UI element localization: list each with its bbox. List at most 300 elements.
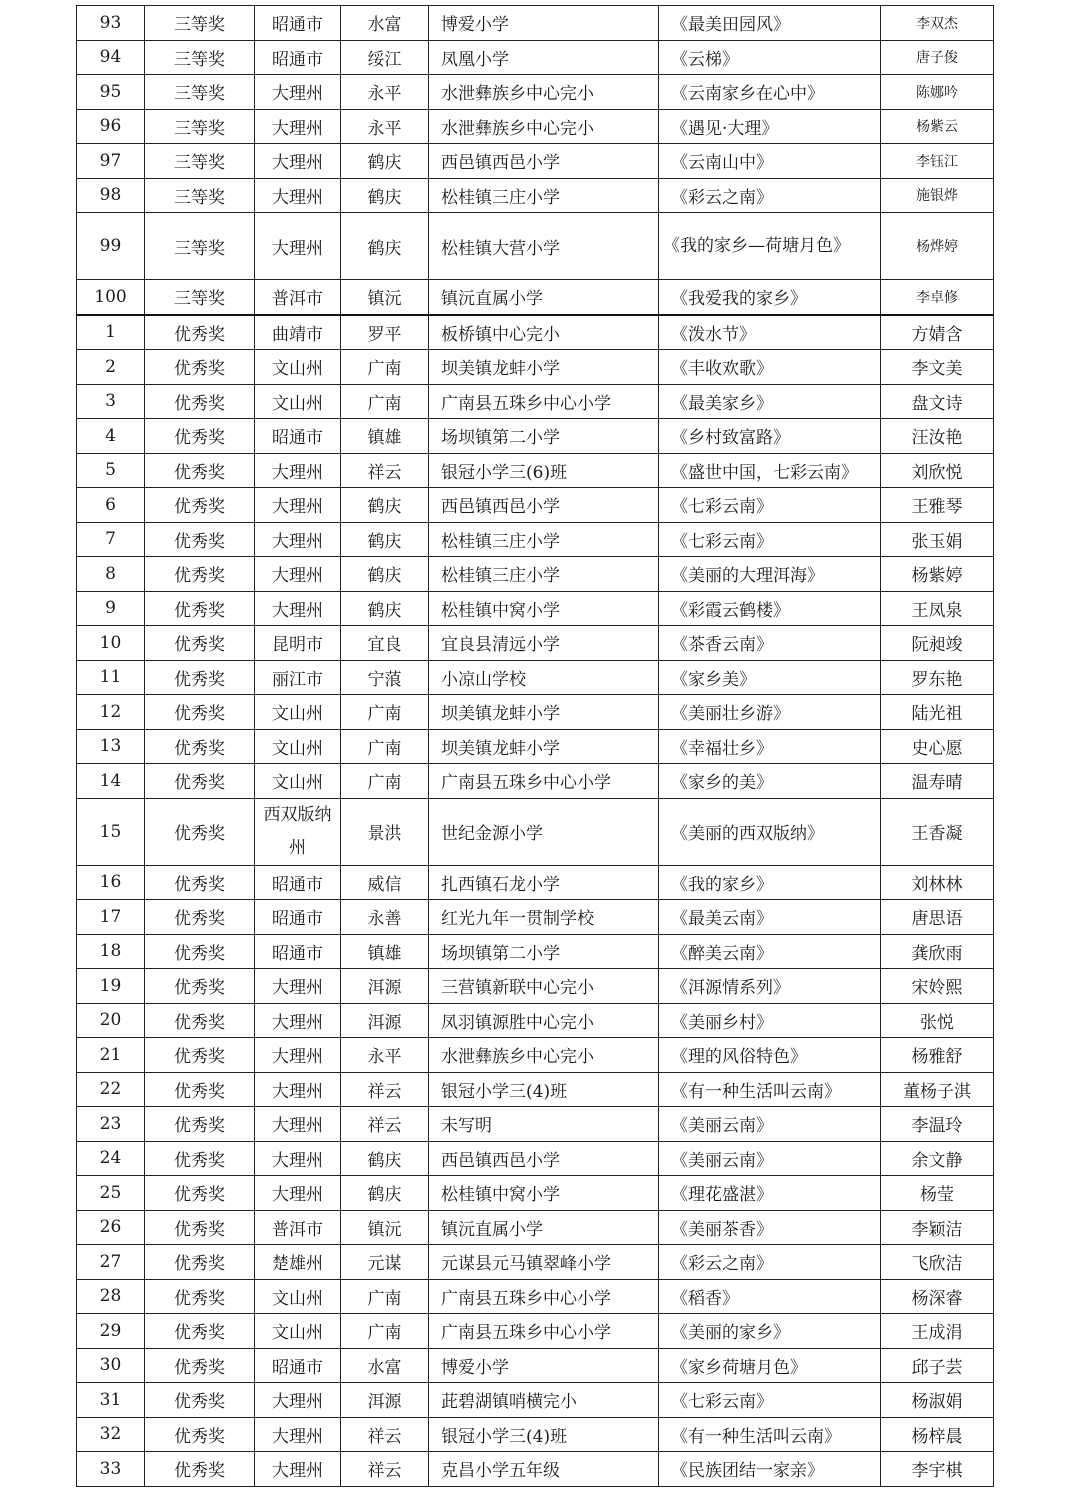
table-row [77, 626, 994, 661]
table-row [77, 1417, 994, 1452]
cell-school: 松桂镇中窝小学 [429, 1176, 659, 1211]
cell-county: 永平 [341, 75, 429, 110]
cell-row-number: 17 [77, 900, 145, 935]
table-row [77, 660, 994, 695]
cell-school: 宜良县清远小学 [429, 626, 659, 661]
cell-row-number: 31 [77, 1383, 145, 1418]
cell-row-number: 2 [77, 350, 145, 385]
cell-work-title: 《稻香》 [659, 1279, 881, 1314]
cell-work-title: 《家乡荷塘月色》 [659, 1348, 881, 1383]
cell-student-name: 李颖洁 [881, 1210, 994, 1245]
cell-work-title: 《云南家乡在心中》 [659, 75, 881, 110]
cell-row-number: 7 [77, 522, 145, 557]
cell-county: 祥云 [341, 453, 429, 488]
cell-row-number: 32 [77, 1417, 145, 1452]
cell-county: 鹤庆 [341, 591, 429, 626]
cell-student-name: 汪汝艳 [881, 419, 994, 454]
cell-work-title: 《醉美云南》 [659, 934, 881, 969]
cell-city: 文山州 [255, 1314, 341, 1349]
cell-county: 祥云 [341, 1072, 429, 1107]
cell-city: 大理州 [255, 1417, 341, 1452]
cell-row-number: 97 [77, 144, 145, 179]
cell-city: 文山州 [255, 695, 341, 730]
cell-award-level: 优秀奖 [145, 1038, 255, 1073]
cell-student-name: 史心愿 [881, 729, 994, 764]
cell-student-name: 刘欣悦 [881, 453, 994, 488]
cell-school: 世纪金源小学 [429, 798, 659, 865]
cell-city: 昆明市 [255, 626, 341, 661]
cell-award-level: 优秀奖 [145, 350, 255, 385]
cell-city: 普洱市 [255, 1210, 341, 1245]
cell-award-level: 优秀奖 [145, 384, 255, 419]
cell-student-name: 李温玲 [881, 1107, 994, 1142]
cell-city: 大理州 [255, 1038, 341, 1073]
table-row [77, 1072, 994, 1107]
table-row [77, 384, 994, 419]
cell-county: 镇沅 [341, 1210, 429, 1245]
cell-student-name: 唐思语 [881, 900, 994, 935]
cell-city: 昭通市 [255, 865, 341, 900]
cell-award-level: 优秀奖 [145, 729, 255, 764]
cell-school: 松桂镇三庄小学 [429, 557, 659, 592]
table-row [77, 1038, 994, 1073]
cell-row-number: 98 [77, 178, 145, 213]
cell-city: 大理州 [255, 109, 341, 144]
cell-student-name: 罗东艳 [881, 660, 994, 695]
cell-work-title: 《美丽壮乡游》 [659, 695, 881, 730]
cell-award-level: 三等奖 [145, 213, 255, 280]
cell-county: 永平 [341, 1038, 429, 1073]
cell-award-level: 三等奖 [145, 75, 255, 110]
cell-work-title: 《茶香云南》 [659, 626, 881, 661]
cell-work-title: 《七彩云南》 [659, 522, 881, 557]
cell-city: 大理州 [255, 969, 341, 1004]
cell-award-level: 优秀奖 [145, 1417, 255, 1452]
cell-row-number: 15 [77, 798, 145, 865]
cell-county: 镇雄 [341, 934, 429, 969]
cell-row-number: 96 [77, 109, 145, 144]
cell-county: 洱源 [341, 1003, 429, 1038]
cell-row-number: 99 [77, 213, 145, 280]
cell-county: 元谋 [341, 1245, 429, 1280]
cell-award-level: 三等奖 [145, 109, 255, 144]
cell-work-title: 《丰收欢歌》 [659, 350, 881, 385]
cell-student-name: 龚欣雨 [881, 934, 994, 969]
table-row [77, 1452, 994, 1487]
cell-school: 银冠小学三(4)班 [429, 1072, 659, 1107]
cell-county: 永善 [341, 900, 429, 935]
cell-school: 水泄彝族乡中心完小 [429, 1038, 659, 1073]
cell-county: 鹤庆 [341, 1141, 429, 1176]
cell-award-level: 优秀奖 [145, 1003, 255, 1038]
cell-school: 板桥镇中心完小 [429, 315, 659, 350]
table-row [77, 109, 994, 144]
cell-work-title: 《美丽的家乡》 [659, 1314, 881, 1349]
cell-row-number: 13 [77, 729, 145, 764]
table-row [77, 798, 994, 865]
cell-row-number: 100 [77, 280, 145, 315]
table-row [77, 419, 994, 454]
cell-work-title: 《乡村致富路》 [659, 419, 881, 454]
cell-work-title: 《七彩云南》 [659, 488, 881, 523]
table-row [77, 1107, 994, 1142]
table-row [77, 144, 994, 179]
cell-row-number: 3 [77, 384, 145, 419]
cell-student-name: 杨梓晨 [881, 1417, 994, 1452]
table-row [77, 213, 994, 280]
table-row [77, 557, 994, 592]
cell-award-level: 优秀奖 [145, 315, 255, 350]
cell-school: 坝美镇龙蚌小学 [429, 729, 659, 764]
table-row [77, 695, 994, 730]
cell-city: 普洱市 [255, 280, 341, 315]
cell-student-name: 方婧含 [881, 315, 994, 350]
cell-work-title: 《理花盛湛》 [659, 1176, 881, 1211]
table-row [77, 1383, 994, 1418]
cell-row-number: 11 [77, 660, 145, 695]
cell-student-name: 李宇棋 [881, 1452, 994, 1487]
table-row [77, 1314, 994, 1349]
table-row [77, 522, 994, 557]
cell-work-title: 《美丽云南》 [659, 1107, 881, 1142]
table-row [77, 1141, 994, 1176]
cell-city: 昭通市 [255, 934, 341, 969]
cell-work-title: 《美丽的大理洱海》 [659, 557, 881, 592]
cell-student-name: 杨雅舒 [881, 1038, 994, 1073]
cell-county: 宜良 [341, 626, 429, 661]
cell-city: 大理州 [255, 1072, 341, 1107]
cell-student-name: 杨紫云 [881, 109, 994, 144]
cell-city: 大理州 [255, 522, 341, 557]
cell-city: 大理州 [255, 1003, 341, 1038]
cell-student-name: 唐子俊 [881, 40, 994, 75]
table-row [77, 6, 994, 41]
cell-student-name: 飞欣洁 [881, 1245, 994, 1280]
cell-school: 凤凰小学 [429, 40, 659, 75]
cell-work-title: 《民族团结一家亲》 [659, 1452, 881, 1487]
cell-award-level: 优秀奖 [145, 1245, 255, 1280]
cell-work-title: 《最美云南》 [659, 900, 881, 935]
cell-row-number: 22 [77, 1072, 145, 1107]
cell-county: 鹤庆 [341, 1176, 429, 1211]
cell-county: 宁蒗 [341, 660, 429, 695]
cell-city: 大理州 [255, 557, 341, 592]
cell-school: 广南县五珠乡中心小学 [429, 1314, 659, 1349]
cell-row-number: 23 [77, 1107, 145, 1142]
cell-county: 水富 [341, 1348, 429, 1383]
table-row [77, 591, 994, 626]
cell-county: 广南 [341, 764, 429, 799]
cell-school: 西邑镇西邑小学 [429, 488, 659, 523]
table-row [77, 488, 994, 523]
cell-student-name: 杨莹 [881, 1176, 994, 1211]
cell-row-number: 94 [77, 40, 145, 75]
cell-award-level: 优秀奖 [145, 1383, 255, 1418]
cell-county: 镇沅 [341, 280, 429, 315]
cell-county: 景洪 [341, 798, 429, 865]
cell-school: 红光九年一贯制学校 [429, 900, 659, 935]
cell-city: 大理州 [255, 488, 341, 523]
cell-work-title: 《幸福壮乡》 [659, 729, 881, 764]
cell-school: 场坝镇第二小学 [429, 934, 659, 969]
cell-city: 大理州 [255, 1383, 341, 1418]
cell-school: 坝美镇龙蚌小学 [429, 695, 659, 730]
cell-school: 场坝镇第二小学 [429, 419, 659, 454]
cell-row-number: 4 [77, 419, 145, 454]
cell-student-name: 陈娜吟 [881, 75, 994, 110]
cell-school: 广南县五珠乡中心小学 [429, 1279, 659, 1314]
cell-school: 松桂镇三庄小学 [429, 522, 659, 557]
cell-work-title: 《美丽的西双版纳》 [659, 798, 881, 865]
cell-award-level: 优秀奖 [145, 453, 255, 488]
cell-county: 广南 [341, 729, 429, 764]
cell-school: 博爱小学 [429, 6, 659, 41]
cell-award-level: 优秀奖 [145, 1452, 255, 1487]
cell-school: 扎西镇石龙小学 [429, 865, 659, 900]
cell-city: 楚雄州 [255, 1245, 341, 1280]
table-row [77, 453, 994, 488]
cell-award-level: 优秀奖 [145, 934, 255, 969]
cell-county: 水富 [341, 6, 429, 41]
cell-city: 昭通市 [255, 419, 341, 454]
cell-award-level: 优秀奖 [145, 1210, 255, 1245]
cell-row-number: 93 [77, 6, 145, 41]
cell-county: 罗平 [341, 315, 429, 350]
cell-student-name: 董杨子淇 [881, 1072, 994, 1107]
table-row [77, 729, 994, 764]
cell-student-name: 盘文诗 [881, 384, 994, 419]
cell-student-name: 李双杰 [881, 6, 994, 41]
table-row [77, 280, 994, 315]
cell-award-level: 优秀奖 [145, 1176, 255, 1211]
cell-school: 镇沅直属小学 [429, 280, 659, 315]
cell-student-name: 邱子芸 [881, 1348, 994, 1383]
cell-work-title: 《洱源情系列》 [659, 969, 881, 1004]
cell-city: 文山州 [255, 384, 341, 419]
table-row [77, 1176, 994, 1211]
cell-county: 洱源 [341, 969, 429, 1004]
cell-student-name: 李钰江 [881, 144, 994, 179]
cell-row-number: 26 [77, 1210, 145, 1245]
cell-city: 大理州 [255, 591, 341, 626]
cell-school: 克昌小学五年级 [429, 1452, 659, 1487]
cell-work-title: 《我的家乡—荷塘月色》 [659, 213, 881, 280]
cell-city: 大理州 [255, 144, 341, 179]
cell-city: 西双版纳州 [255, 798, 341, 865]
cell-student-name: 宋姈熙 [881, 969, 994, 1004]
cell-school: 坝美镇龙蚌小学 [429, 350, 659, 385]
cell-award-level: 优秀奖 [145, 591, 255, 626]
cell-county: 鹤庆 [341, 557, 429, 592]
cell-award-level: 三等奖 [145, 40, 255, 75]
cell-work-title: 《七彩云南》 [659, 1383, 881, 1418]
cell-row-number: 14 [77, 764, 145, 799]
cell-student-name: 张悦 [881, 1003, 994, 1038]
cell-award-level: 优秀奖 [145, 626, 255, 661]
cell-school: 银冠小学三(6)班 [429, 453, 659, 488]
cell-county: 鹤庆 [341, 488, 429, 523]
cell-city: 文山州 [255, 729, 341, 764]
cell-row-number: 5 [77, 453, 145, 488]
cell-award-level: 优秀奖 [145, 969, 255, 1004]
cell-work-title: 《美丽云南》 [659, 1141, 881, 1176]
cell-county: 祥云 [341, 1452, 429, 1487]
cell-city: 文山州 [255, 350, 341, 385]
cell-student-name: 杨烨婷 [881, 213, 994, 280]
cell-city: 大理州 [255, 1176, 341, 1211]
cell-award-level: 优秀奖 [145, 1107, 255, 1142]
cell-city: 大理州 [255, 75, 341, 110]
cell-city: 大理州 [255, 178, 341, 213]
cell-work-title: 《云梯》 [659, 40, 881, 75]
cell-work-title: 《美丽乡村》 [659, 1003, 881, 1038]
cell-school: 西邑镇西邑小学 [429, 1141, 659, 1176]
cell-student-name: 李卓修 [881, 280, 994, 315]
cell-row-number: 28 [77, 1279, 145, 1314]
cell-school: 广南县五珠乡中心小学 [429, 384, 659, 419]
cell-county: 广南 [341, 384, 429, 419]
cell-award-level: 优秀奖 [145, 695, 255, 730]
table-row [77, 969, 994, 1004]
cell-work-title: 《盛世中国，七彩云南》 [659, 453, 881, 488]
cell-student-name: 王成涓 [881, 1314, 994, 1349]
cell-city: 昭通市 [255, 900, 341, 935]
cell-student-name: 张玉娟 [881, 522, 994, 557]
cell-city: 大理州 [255, 213, 341, 280]
cell-row-number: 18 [77, 934, 145, 969]
cell-row-number: 30 [77, 1348, 145, 1383]
table-row [77, 178, 994, 213]
cell-award-level: 优秀奖 [145, 764, 255, 799]
cell-city: 丽江市 [255, 660, 341, 695]
cell-award-level: 优秀奖 [145, 1348, 255, 1383]
cell-county: 鹤庆 [341, 144, 429, 179]
cell-row-number: 95 [77, 75, 145, 110]
table-row [77, 40, 994, 75]
cell-award-level: 优秀奖 [145, 419, 255, 454]
cell-county: 威信 [341, 865, 429, 900]
cell-work-title: 《泼水节》 [659, 315, 881, 350]
cell-city: 文山州 [255, 1279, 341, 1314]
cell-award-level: 优秀奖 [145, 660, 255, 695]
cell-award-level: 三等奖 [145, 144, 255, 179]
cell-county: 广南 [341, 1314, 429, 1349]
cell-school: 元谋县元马镇翠峰小学 [429, 1245, 659, 1280]
cell-work-title: 《家乡美》 [659, 660, 881, 695]
cell-county: 祥云 [341, 1417, 429, 1452]
cell-city: 大理州 [255, 1107, 341, 1142]
cell-work-title: 《彩云之南》 [659, 1245, 881, 1280]
cell-row-number: 9 [77, 591, 145, 626]
cell-county: 广南 [341, 695, 429, 730]
cell-row-number: 25 [77, 1176, 145, 1211]
cell-award-level: 优秀奖 [145, 488, 255, 523]
cell-student-name: 王雅琴 [881, 488, 994, 523]
cell-student-name: 温寿晴 [881, 764, 994, 799]
cell-award-level: 三等奖 [145, 178, 255, 213]
cell-school: 茈碧湖镇哨横完小 [429, 1383, 659, 1418]
cell-work-title: 《我的家乡》 [659, 865, 881, 900]
cell-award-level: 优秀奖 [145, 1314, 255, 1349]
cell-city: 昭通市 [255, 40, 341, 75]
cell-row-number: 33 [77, 1452, 145, 1487]
cell-row-number: 21 [77, 1038, 145, 1073]
cell-student-name: 余文静 [881, 1141, 994, 1176]
cell-work-title: 《彩云之南》 [659, 178, 881, 213]
cell-work-title: 《云南山中》 [659, 144, 881, 179]
cell-student-name: 杨深睿 [881, 1279, 994, 1314]
cell-award-level: 优秀奖 [145, 798, 255, 865]
cell-school: 松桂镇三庄小学 [429, 178, 659, 213]
cell-award-level: 优秀奖 [145, 1141, 255, 1176]
cell-row-number: 29 [77, 1314, 145, 1349]
cell-county: 永平 [341, 109, 429, 144]
cell-county: 广南 [341, 350, 429, 385]
cell-work-title: 《有一种生活叫云南》 [659, 1417, 881, 1452]
awards-table-body [77, 6, 994, 1487]
cell-school: 银冠小学三(4)班 [429, 1417, 659, 1452]
cell-award-level: 优秀奖 [145, 1279, 255, 1314]
cell-work-title: 《家乡的美》 [659, 764, 881, 799]
cell-city: 大理州 [255, 1452, 341, 1487]
cell-student-name: 刘林林 [881, 865, 994, 900]
cell-work-title: 《最美田园风》 [659, 6, 881, 41]
cell-student-name: 王凤泉 [881, 591, 994, 626]
table-row [77, 1245, 994, 1280]
cell-school: 三营镇新联中心完小 [429, 969, 659, 1004]
cell-row-number: 24 [77, 1141, 145, 1176]
cell-award-level: 三等奖 [145, 6, 255, 41]
cell-county: 鹤庆 [341, 178, 429, 213]
cell-work-title: 《遇见·大理》 [659, 109, 881, 144]
cell-work-title: 《美丽茶香》 [659, 1210, 881, 1245]
table-row [77, 764, 994, 799]
cell-county: 洱源 [341, 1383, 429, 1418]
cell-city: 昭通市 [255, 6, 341, 41]
cell-city: 大理州 [255, 1141, 341, 1176]
cell-city: 昭通市 [255, 1348, 341, 1383]
cell-student-name: 李文美 [881, 350, 994, 385]
cell-student-name: 杨淑娟 [881, 1383, 994, 1418]
awards-table [76, 5, 994, 1487]
cell-school: 广南县五珠乡中心小学 [429, 764, 659, 799]
cell-work-title: 《最美家乡》 [659, 384, 881, 419]
cell-row-number: 20 [77, 1003, 145, 1038]
cell-county: 广南 [341, 1279, 429, 1314]
cell-row-number: 1 [77, 315, 145, 350]
table-row [77, 1003, 994, 1038]
cell-award-level: 优秀奖 [145, 1072, 255, 1107]
cell-work-title: 《有一种生活叫云南》 [659, 1072, 881, 1107]
table-row [77, 1348, 994, 1383]
table-row [77, 315, 994, 350]
cell-city: 曲靖市 [255, 315, 341, 350]
cell-city: 文山州 [255, 764, 341, 799]
cell-student-name: 陆光祖 [881, 695, 994, 730]
cell-work-title: 《理的风俗特色》 [659, 1038, 881, 1073]
table-row [77, 350, 994, 385]
table-row [77, 865, 994, 900]
cell-row-number: 16 [77, 865, 145, 900]
table-row [77, 1279, 994, 1314]
cell-city: 大理州 [255, 453, 341, 488]
cell-student-name: 杨紫婷 [881, 557, 994, 592]
table-row [77, 934, 994, 969]
cell-school: 松桂镇大营小学 [429, 213, 659, 280]
cell-school: 西邑镇西邑小学 [429, 144, 659, 179]
cell-school: 松桂镇中窝小学 [429, 591, 659, 626]
cell-county: 鹤庆 [341, 213, 429, 280]
